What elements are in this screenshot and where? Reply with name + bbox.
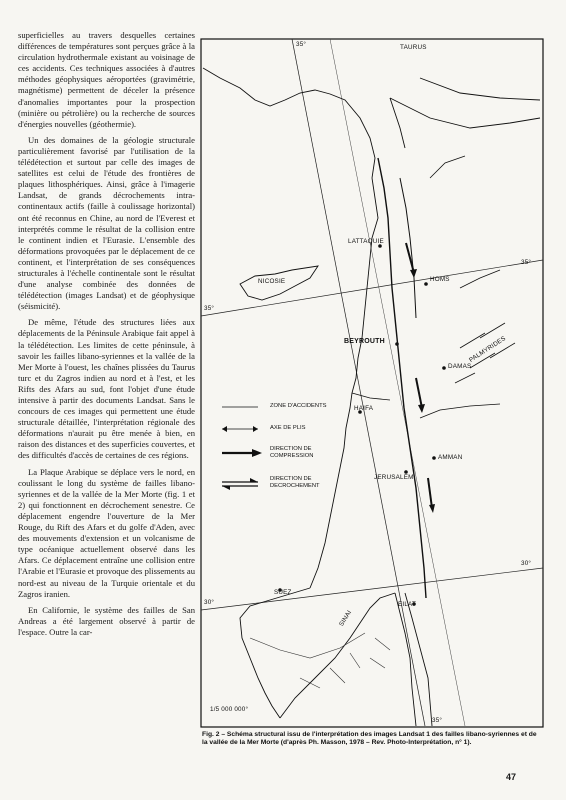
- compression-arrow-head-3: [429, 504, 435, 513]
- label-lattaquie: LATTAQUIE: [348, 238, 384, 245]
- degree-top: 35°: [296, 41, 307, 48]
- degree-right-lower: 30°: [521, 560, 532, 567]
- map-drawing: [200, 38, 544, 728]
- label-palmyrides: PALMYRIDES: [468, 335, 508, 364]
- aqaba-coast: [395, 593, 416, 726]
- sinai-coast: [280, 593, 395, 718]
- label-damas: DAMAS: [448, 363, 472, 370]
- label-sinai: SINAI: [338, 609, 354, 628]
- figure-caption: Fig. 2 – Schéma structural issu de l'interprétation des images Landsat 1 des failles libano-syriennes et de la vallée de la Mer Morte (d'après Ph. Masson, 1978 – Rev. Photo-Interprétation, n° 1).: [202, 731, 537, 747]
- degree-right-upper: 35°: [521, 259, 532, 266]
- label-suez: SUEZ: [274, 589, 292, 596]
- paragraph-3: De même, l'étude des structures liées aux déplacements de la Péninsule Arabique fait appel à la télédétection. Les limites de cette péninsule, à savoir les failles libano-syriennes et la vallée de la Mer Morte à l'ouest, les chaînes plissées du Taurus turc et du Zagros indien au nord et à l'est, et les Rifts des Afars au sud, font l'objet d'une étude intensive à partir des documents Landsat. Sans le concours de ces images qui permettent une étude structurale détaillée, l'interprétation régionale des déformations n'aurait pu être menée à bien, en raison des distances et des superficies couvertes, et des difficultés d'accès de certaines de ces régions.: [18, 317, 195, 461]
- parallel-30-line: [201, 568, 543, 610]
- paragraph-4: La Plaque Arabique se déplace vers le nord, en coulissant le long du système de failles libano-syriennes et de la vallée de la Mer Morte (fig. 1 et 2) qui fonctionnent en décrochement senestre. Ce déplacement engendre l'ouverture de la Mer Rouge, du Rift des Afars et du golfe d'Aden, avec des mouvements d'extension et un volcanisme de type océanique actuellement observé dans les Afars. Ce déplacement entraîne une collision entre l'Arabie et l'Eurasie et provoque des plissements au nord-est au niveau de la Turquie orientale et du Zagros iranien.: [18, 466, 195, 599]
- label-taurus: TAURUS: [400, 44, 427, 51]
- compression-arrow-head-2: [418, 404, 425, 413]
- label-homs: HOMS: [430, 276, 450, 283]
- suez-coast: [240, 588, 310, 718]
- legend-axe-label: AXE DE PLIS: [270, 425, 306, 431]
- paragraph-2: Un des domaines de la géologie structurale particulièrement favorisé par l'utilisation de la télédétection et surtout par celle des images de satellites est celui de l'étude des frontières de plaques lithosphériques. Ainsi, grâce à l'imagerie Landsat, de grands décrochements intra-continentaux actifs (faille à coulissage horizontal) ont été reconnus en Chine, au nord de l'Everest et interprétés comme le résultat de la collision entre le continent indien et l'Eurasie. L'ensemble des déformations provoquées par le déplacement de ce continent, et l'interprétation de ses conséquences structurales à l'échelle continentale sont le résultat d'une analyse combinée des données de télédétection (images Landsat) et de géophysique (séismicité).: [18, 134, 195, 312]
- amman-dot: [432, 456, 436, 460]
- legend-decro-label-1: DIRECTION DE: [270, 476, 312, 482]
- compression-arrow-2: [416, 378, 422, 408]
- sinai-fault-set: [300, 638, 390, 688]
- legend-decro-symbol: [222, 478, 258, 490]
- paragraph-5: En Californie, le système des failles de San Andreas a été largement observé à partir de l'espace. Outre la car-: [18, 604, 195, 637]
- label-amman: AMMAN: [438, 454, 463, 461]
- hatay-fault: [390, 98, 405, 148]
- label-eilat: EILAT: [398, 601, 417, 608]
- turkey-coast: [203, 68, 375, 178]
- degree-left-lower: 30°: [204, 599, 215, 606]
- taurus-fault: [390, 98, 540, 128]
- label-nicosie: NICOSIE: [258, 278, 286, 285]
- dead-sea-fault: [378, 158, 426, 598]
- meridian-line: [292, 39, 425, 726]
- map-frame: [201, 39, 543, 727]
- legend-compression-symbol: [222, 449, 262, 457]
- page-number: 47: [506, 772, 517, 782]
- taurus-fault-2: [420, 78, 540, 100]
- degree-bottom: 35°: [432, 717, 443, 724]
- legend-compression-label-2: COMPRESSION: [270, 453, 314, 459]
- east-fault: [420, 404, 500, 418]
- text-column: [18, 30, 195, 643]
- label-jerusalem: JERUSALEM: [374, 474, 414, 481]
- homs-dot: [424, 282, 428, 286]
- paragraph-1: superficielles au travers desquelles certaines différences de températures sont perçues grâce à la circulation hydrothermale existant au voisinage de ces accidents. Ces techniques associées à d'autres méthodes géophysiques aéroportées (gravimétrie, magnétisme) permettent de déceler la présence d'anomalies importantes pour la prospection (minière ou pétrolière) ou la recherche de sources d'énergies nouvelles (géothermie).: [18, 30, 195, 129]
- degree-left-upper: 35°: [204, 305, 215, 312]
- meridian-line-2: [330, 39, 465, 726]
- damas-dot: [442, 366, 446, 370]
- compression-arrow-3: [428, 478, 432, 508]
- legend-zone-label: ZONE D'ACCIDENTS: [270, 403, 327, 409]
- sinai-faults: [250, 633, 365, 658]
- compression-arrow-head: [410, 269, 417, 278]
- map-scale: 1/5 000 000°: [210, 706, 249, 713]
- north-fault: [430, 156, 465, 178]
- label-haifa: HAIFA: [354, 405, 374, 412]
- compression-arrow: [406, 243, 414, 273]
- label-beyrouth: BEYROUTH: [344, 338, 385, 345]
- aqaba-coast-2: [405, 593, 432, 726]
- legend-compression-label-1: DIRECTION DE: [270, 446, 312, 452]
- beyrouth-dot: [395, 342, 399, 346]
- structural-map: [200, 38, 544, 728]
- legend-axe-symbol: [222, 426, 258, 432]
- parallel-35-line: [201, 260, 543, 316]
- carmel-fault: [352, 393, 390, 400]
- legend-decro-label-2: DECROCHEMENT: [270, 483, 320, 489]
